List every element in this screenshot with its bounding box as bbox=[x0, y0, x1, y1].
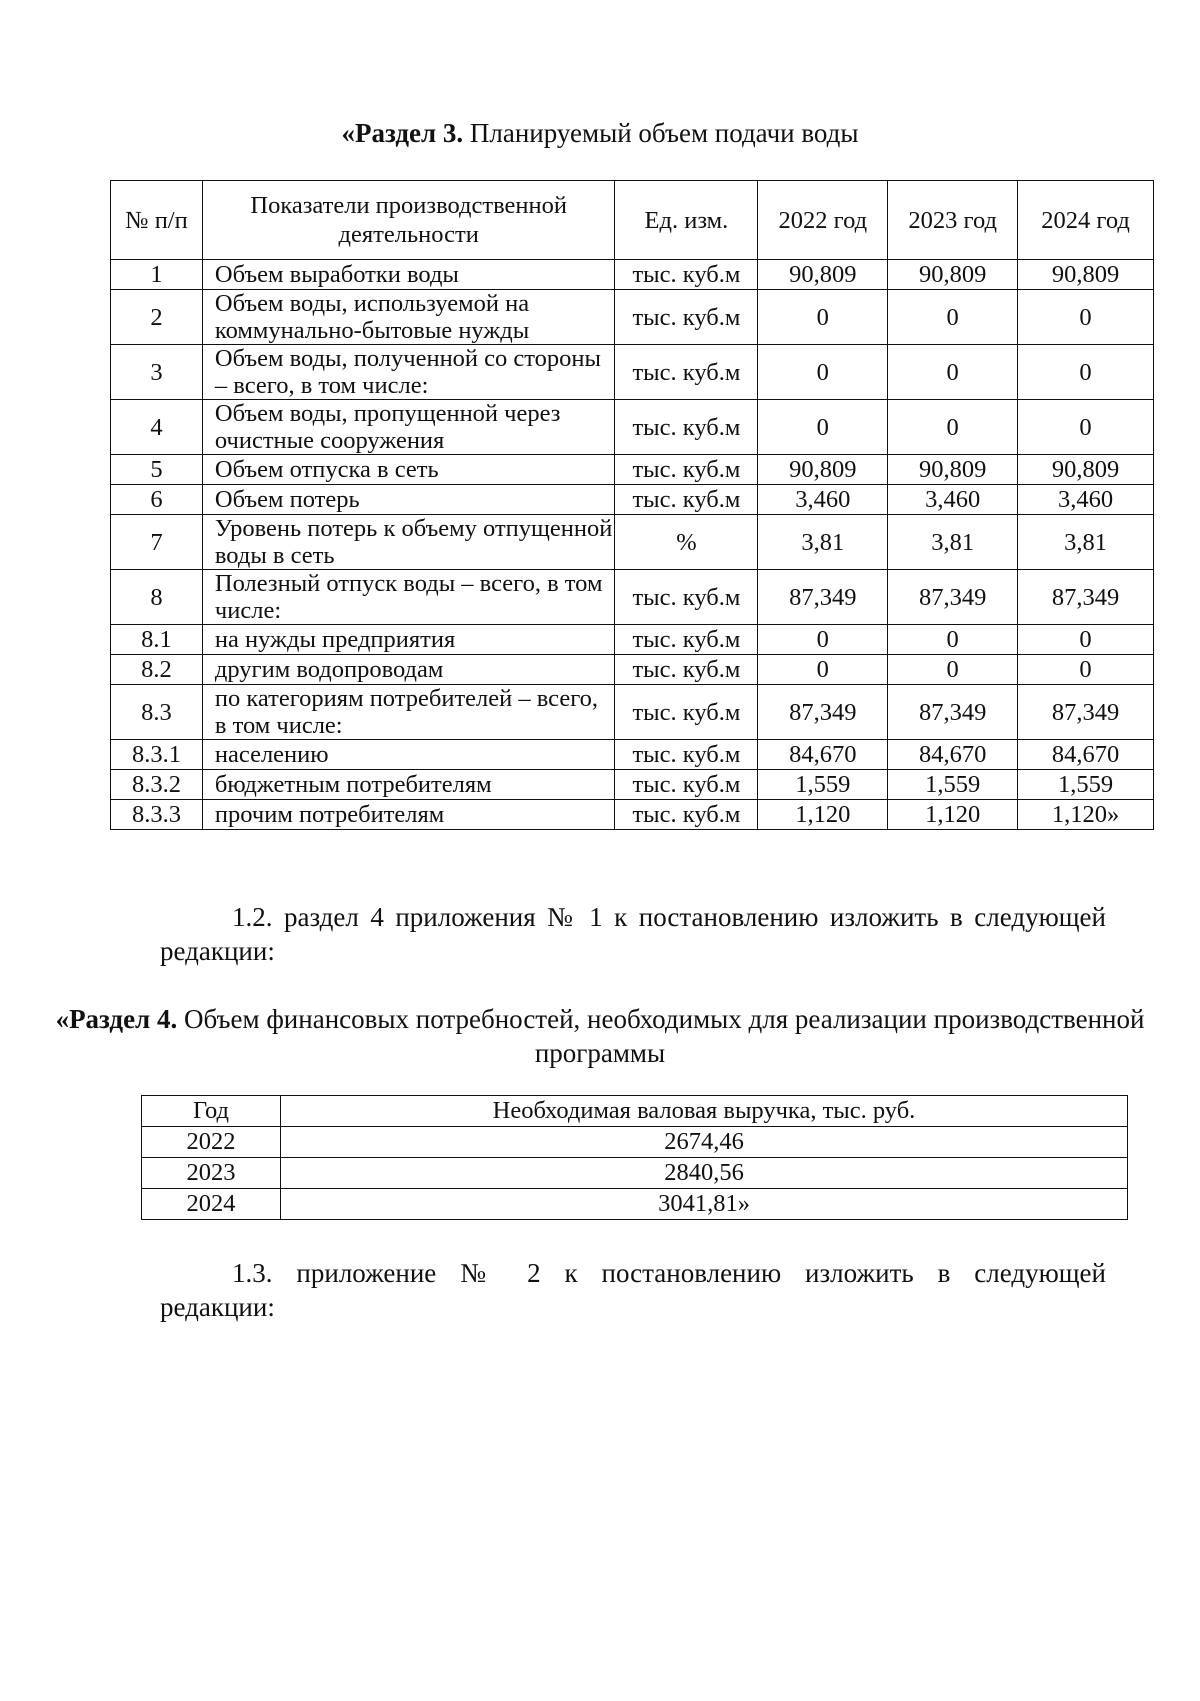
header-year: Год bbox=[142, 1096, 281, 1127]
row-value-2023: 0 bbox=[888, 400, 1018, 455]
row-value-2022: 3,460 bbox=[758, 485, 888, 515]
row-unit: тыс. куб.м bbox=[615, 655, 758, 685]
header-revenue: Необходимая валовая выручка, тыс. руб. bbox=[281, 1096, 1128, 1127]
table-row bbox=[111, 800, 1154, 830]
section3-title bbox=[0, 116, 1200, 150]
row-num: 8.3.3 bbox=[111, 800, 203, 830]
table-row bbox=[111, 625, 1154, 655]
section4-title-bold: «Раздел 4. bbox=[55, 1004, 178, 1034]
row-value-2024: 90,809 bbox=[1018, 260, 1154, 290]
header-num: № п/п bbox=[111, 181, 203, 260]
row-indicator: другим водопроводам bbox=[202, 655, 615, 685]
row-unit: тыс. куб.м bbox=[615, 260, 758, 290]
row-value-2023: 90,809 bbox=[888, 455, 1018, 485]
row-num: 6 bbox=[111, 485, 203, 515]
row-value-2024: 0 bbox=[1018, 290, 1154, 345]
row-revenue: 2840,56 bbox=[281, 1158, 1128, 1189]
row-unit: тыс. куб.м bbox=[615, 625, 758, 655]
row-value-2024: 87,349 bbox=[1018, 685, 1154, 740]
row-indicator: бюджетным потребителям bbox=[202, 770, 615, 800]
row-num: 2 bbox=[111, 290, 203, 345]
row-value-2023: 3,460 bbox=[888, 485, 1018, 515]
row-value-2023: 0 bbox=[888, 290, 1018, 345]
section4-title bbox=[0, 1002, 1200, 1070]
row-indicator: населению bbox=[202, 740, 615, 770]
paragraph-1-2 bbox=[160, 900, 1106, 968]
table-header-row bbox=[142, 1096, 1128, 1127]
row-num: 8.3.1 bbox=[111, 740, 203, 770]
row-value-2023: 0 bbox=[888, 625, 1018, 655]
financial-needs-table-body bbox=[142, 1127, 1128, 1220]
row-revenue: 2674,46 bbox=[281, 1127, 1128, 1158]
row-value-2023: 1,120 bbox=[888, 800, 1018, 830]
row-num: 8.3 bbox=[111, 685, 203, 740]
row-num: 8 bbox=[111, 570, 203, 625]
row-unit: тыс. куб.м bbox=[615, 570, 758, 625]
row-value-2023: 87,349 bbox=[888, 685, 1018, 740]
row-indicator: Объем потерь bbox=[202, 485, 615, 515]
row-value-2024: 3,81 bbox=[1018, 515, 1154, 570]
row-unit: тыс. куб.м bbox=[615, 740, 758, 770]
row-indicator: Уровень потерь к объему отпущенной воды в сеть bbox=[202, 515, 615, 570]
section4-title-text: Объем финансовых потребностей, необходимых для реализации производственной программы bbox=[177, 1004, 1145, 1068]
header-2024: 2024 год bbox=[1018, 181, 1154, 260]
row-indicator: Полезный отпуск воды – всего, в том числе: bbox=[202, 570, 615, 625]
table-row bbox=[111, 570, 1154, 625]
row-num: 4 bbox=[111, 400, 203, 455]
row-num: 3 bbox=[111, 345, 203, 400]
row-value-2024: 3,460 bbox=[1018, 485, 1154, 515]
paragraph-1-3 bbox=[160, 1256, 1106, 1324]
row-year: 2023 bbox=[142, 1158, 281, 1189]
row-unit: тыс. куб.м bbox=[615, 770, 758, 800]
row-value-2022: 0 bbox=[758, 400, 888, 455]
row-indicator: на нужды предприятия bbox=[202, 625, 615, 655]
table-row bbox=[111, 290, 1154, 345]
row-num: 1 bbox=[111, 260, 203, 290]
row-revenue: 3041,81» bbox=[281, 1189, 1128, 1220]
table-row bbox=[111, 345, 1154, 400]
row-value-2024: 0 bbox=[1018, 625, 1154, 655]
section3-title-text: Планируемый объем подачи воды bbox=[463, 118, 859, 148]
row-unit: тыс. куб.м bbox=[615, 290, 758, 345]
row-value-2024: 90,809 bbox=[1018, 455, 1154, 485]
row-year: 2024 bbox=[142, 1189, 281, 1220]
header-2023: 2023 год bbox=[888, 181, 1018, 260]
row-value-2022: 87,349 bbox=[758, 570, 888, 625]
row-indicator: Объем выработки воды bbox=[202, 260, 615, 290]
row-unit: тыс. куб.м bbox=[615, 685, 758, 740]
paragraph-1-3-line2: редакции: bbox=[160, 1292, 275, 1322]
row-year: 2022 bbox=[142, 1127, 281, 1158]
table-row bbox=[142, 1158, 1128, 1189]
row-num: 8.3.2 bbox=[111, 770, 203, 800]
row-value-2022: 1,559 bbox=[758, 770, 888, 800]
table-row bbox=[142, 1127, 1128, 1158]
table-row bbox=[111, 260, 1154, 290]
section3-title-bold: «Раздел 3. bbox=[341, 118, 464, 148]
header-2022: 2022 год bbox=[758, 181, 888, 260]
row-value-2024: 1,120» bbox=[1018, 800, 1154, 830]
table-row bbox=[111, 770, 1154, 800]
row-value-2023: 0 bbox=[888, 345, 1018, 400]
row-num: 8.2 bbox=[111, 655, 203, 685]
table-row bbox=[111, 455, 1154, 485]
row-unit: тыс. куб.м bbox=[615, 455, 758, 485]
row-indicator: Объем отпуска в сеть bbox=[202, 455, 615, 485]
paragraph-1-3-line1: 1.3. приложение № 2 к постановлению изложить в следующей bbox=[232, 1258, 1106, 1288]
row-value-2023: 3,81 bbox=[888, 515, 1018, 570]
table-row bbox=[142, 1189, 1128, 1220]
row-value-2023: 1,559 bbox=[888, 770, 1018, 800]
financial-needs-table bbox=[141, 1095, 1128, 1220]
row-value-2023: 90,809 bbox=[888, 260, 1018, 290]
row-value-2024: 0 bbox=[1018, 655, 1154, 685]
row-value-2022: 0 bbox=[758, 625, 888, 655]
row-value-2024: 1,559 bbox=[1018, 770, 1154, 800]
row-value-2023: 0 bbox=[888, 655, 1018, 685]
row-num: 7 bbox=[111, 515, 203, 570]
row-indicator: Объем воды, полученной со стороны – всего, в том числе: bbox=[202, 345, 615, 400]
table-row bbox=[111, 655, 1154, 685]
table-row bbox=[111, 400, 1154, 455]
row-num: 8.1 bbox=[111, 625, 203, 655]
row-value-2024: 84,670 bbox=[1018, 740, 1154, 770]
table-row bbox=[111, 485, 1154, 515]
row-value-2024: 0 bbox=[1018, 400, 1154, 455]
row-value-2022: 3,81 bbox=[758, 515, 888, 570]
row-value-2024: 0 bbox=[1018, 345, 1154, 400]
row-value-2022: 90,809 bbox=[758, 455, 888, 485]
row-indicator: по категориям потребителей – всего, в том числе: bbox=[202, 685, 615, 740]
row-value-2022: 0 bbox=[758, 655, 888, 685]
row-value-2022: 90,809 bbox=[758, 260, 888, 290]
row-value-2022: 84,670 bbox=[758, 740, 888, 770]
row-value-2023: 84,670 bbox=[888, 740, 1018, 770]
row-indicator: Объем воды, используемой на коммунально-бытовые нужды bbox=[202, 290, 615, 345]
row-value-2022: 0 bbox=[758, 290, 888, 345]
table-row bbox=[111, 515, 1154, 570]
row-num: 5 bbox=[111, 455, 203, 485]
table-row bbox=[111, 685, 1154, 740]
row-value-2022: 87,349 bbox=[758, 685, 888, 740]
header-unit: Ед. изм. bbox=[615, 181, 758, 260]
paragraph-1-2-text: 1.2. раздел 4 приложения № 1 к постановлению изложить в следующей редакции: bbox=[160, 902, 1106, 966]
water-supply-table-body bbox=[111, 260, 1154, 830]
water-supply-table bbox=[110, 180, 1154, 830]
header-indicator: Показатели производственной деятельности bbox=[202, 181, 615, 260]
table-row bbox=[111, 740, 1154, 770]
table-header-row bbox=[111, 181, 1154, 260]
row-unit: тыс. куб.м bbox=[615, 800, 758, 830]
row-unit: тыс. куб.м bbox=[615, 345, 758, 400]
row-value-2022: 1,120 bbox=[758, 800, 888, 830]
row-unit: тыс. куб.м bbox=[615, 485, 758, 515]
row-value-2023: 87,349 bbox=[888, 570, 1018, 625]
row-indicator: Объем воды, пропущенной через очистные сооружения bbox=[202, 400, 615, 455]
row-indicator: прочим потребителям bbox=[202, 800, 615, 830]
row-value-2022: 0 bbox=[758, 345, 888, 400]
row-unit: % bbox=[615, 515, 758, 570]
row-unit: тыс. куб.м bbox=[615, 400, 758, 455]
row-value-2024: 87,349 bbox=[1018, 570, 1154, 625]
